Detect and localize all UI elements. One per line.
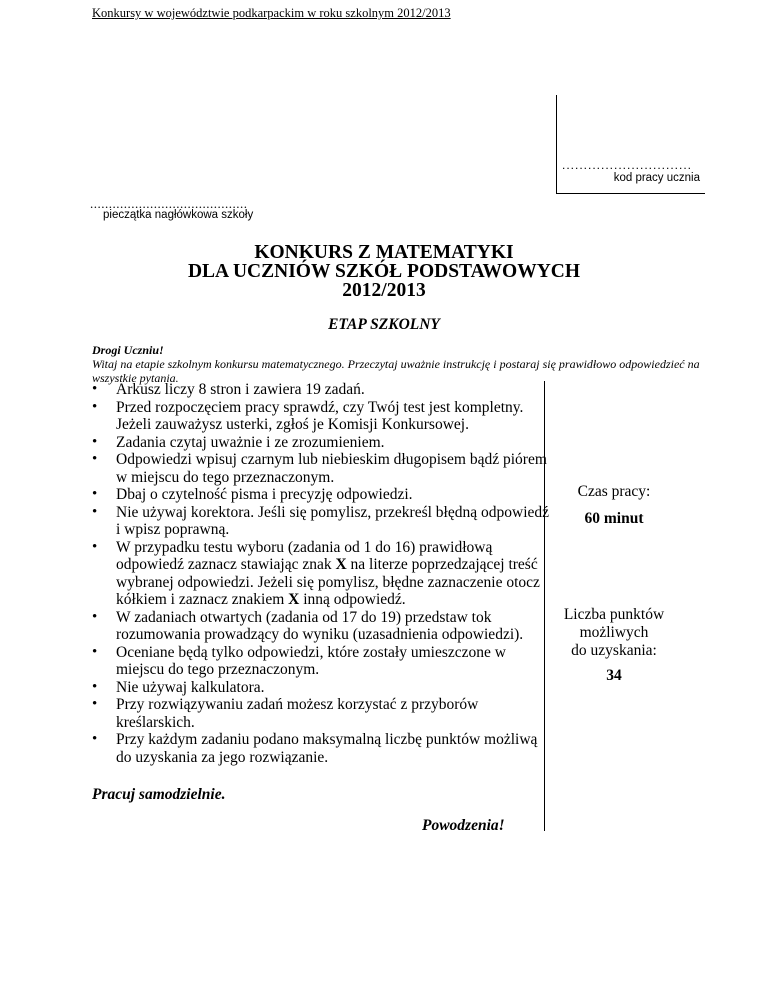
instruction-item: • Oceniane będą tylko odpowiedzi, które zostały umieszczone w miejscu do tego przeznaczonym. <box>92 644 552 679</box>
greeting: Drogi Uczniu! <box>92 343 164 357</box>
points-label-line-2: możliwych <box>579 624 649 641</box>
student-code-label: kod pracy ucznia <box>613 172 700 184</box>
intro-text: Witaj na etapie szkolnym konkursu matematycznego. Przeczytaj uważnie instrukcję i postaraj się prawidłowo odpowiedzieć na wszystkie pytania. <box>92 357 700 385</box>
instruction-item <box>92 539 552 609</box>
stage-heading: ETAP SZKOLNY <box>328 316 440 333</box>
instruction-item: • Arkusz liczy 8 stron i zawiera 19 zadań. <box>92 381 552 399</box>
points-label-line-3: do uzyskania: <box>571 642 657 659</box>
instruction-item: • W zadaniach otwartych (zadania od 17 do 19) przedstaw tok rozumowania prowadzący do wyniku (uzasadnienia odpowiedzi). <box>92 609 552 644</box>
school-stamp-dots: .......................................... <box>90 196 248 211</box>
instruction-item: • Przed rozpoczęciem pracy sprawdź, czy Twój test jest kompletny. Jeżeli zauważysz usterki, zgłoś je Komisji Konkursowej. <box>92 399 552 434</box>
instruction-text: inną odpowiedź. <box>299 591 406 608</box>
instruction-text: W przypadku testu wyboru (zadania od 1 do 16) prawidłową odpowiedź zaznacz stawiając znak <box>116 538 493 573</box>
instruction-item: • Przy każdym zadaniu podano maksymalną liczbę punktów możliwą do uzyskania za jego rozwiązanie. <box>92 731 552 766</box>
mark-x: X <box>288 591 300 608</box>
time-label: Czas pracy: <box>577 483 651 500</box>
school-stamp-label: pieczątka nagłówkowa szkoły <box>103 209 254 221</box>
work-alone-note: Pracuj samodzielnie. <box>92 786 226 803</box>
mark-x: X <box>335 556 347 573</box>
student-code-dots: .............................. <box>562 158 693 172</box>
instruction-item: • Nie używaj kalkulatora. <box>92 679 552 697</box>
instructions-list <box>92 381 552 766</box>
points-value: 34 <box>606 667 622 684</box>
title-line-2: DLA UCZNIÓW SZKÓŁ PODSTAWOWYCH <box>187 261 581 282</box>
instruction-item: • Odpowiedzi wpisuj czarnym lub niebieskim długopisem bądź piórem w miejscu do tego przeznaczonym. <box>92 451 552 486</box>
instruction-item: • Dbaj o czytelność pisma i precyzję odpowiedzi. <box>92 486 552 504</box>
column-divider <box>544 381 545 831</box>
instruction-item: • Zadania czytaj uważnie i ze zrozumieniem. <box>92 434 552 452</box>
time-value: 60 minut <box>584 510 644 527</box>
page-header: Konkursy w województwie podkarpackim w roku szkolnym 2012/2013 <box>92 6 451 20</box>
points-label-line-1: Liczba punktów <box>563 606 665 623</box>
instruction-item: • Nie używaj korektora. Jeśli się pomylisz, przekreśl błędną odpowiedź i wpisz poprawną. <box>92 504 552 539</box>
title-line-1: KONKURS Z MATEMATYKI <box>254 242 514 263</box>
title-line-3: 2012/2013 <box>342 280 426 301</box>
instruction-text: na literze poprzedzającej treść wybranej odpowiedzi. Jeżeli się pomylisz, błędne zaznaczenie otocz kółkiem i zaznacz znakiem <box>116 556 540 608</box>
instruction-item: • Przy rozwiązywaniu zadań możesz korzystać z przyborów kreślarskich. <box>92 696 552 731</box>
good-luck-note: Powodzenia! <box>422 817 505 834</box>
